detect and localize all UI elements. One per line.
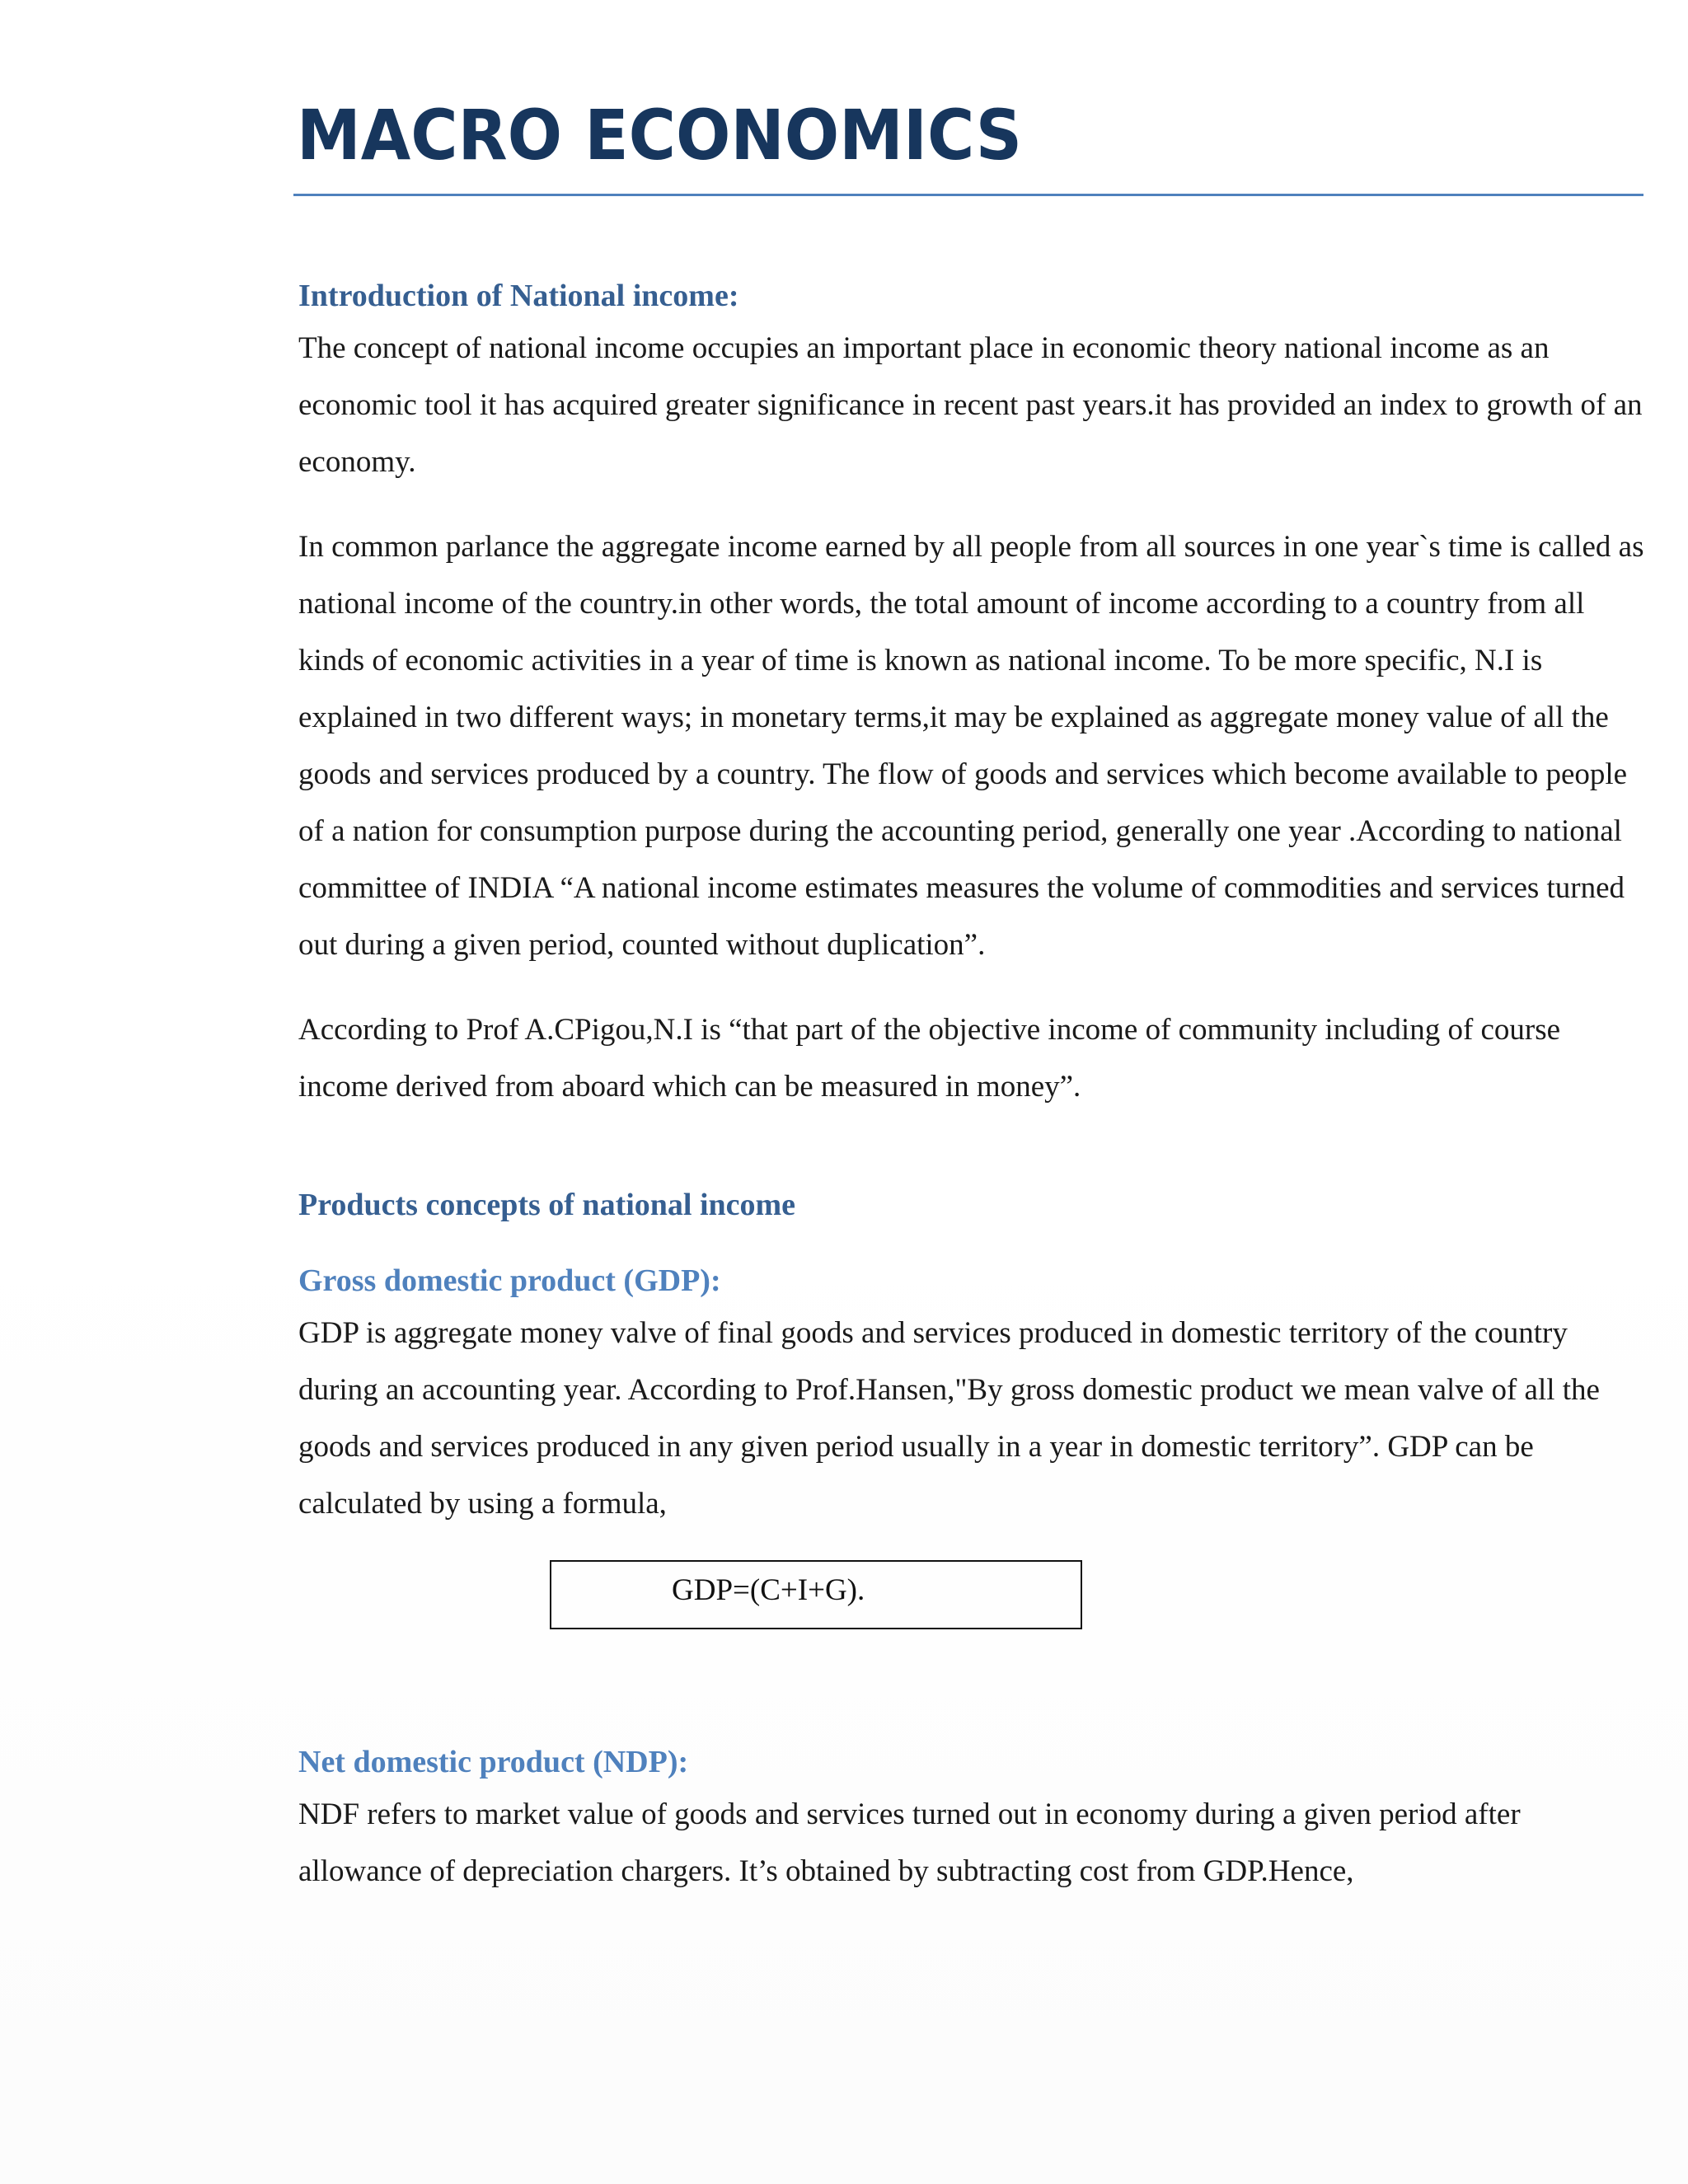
- intro-paragraph-2: In common parlance the aggregate income earned by all people from all sources in one year`s time is called as national income of the country.in other words, the total amount of income according to a country from all kinds of economic activities in a year of time is known as national income. To be more specific, N.I is explained in two different ways; in monetary terms,it may be explained as aggregate money value of all the goods and services produced by a country. The flow of goods and services which become available to people of a nation for consumption purpose during the accounting period, generally one year .According to national committee of INDIA “A national income estimates measures the volume of commodities and services turned out during a given period, counted without duplication”.: [298, 530, 1644, 962]
- intro-paragraph-1: The concept of national income occupies an important place in economic theory national income as an economic tool it has acquired greater significance in recent past years.it has provided an index to growth of an economy.: [298, 331, 1643, 479]
- gdp-formula-box: [550, 1560, 1082, 1629]
- document-body: [298, 272, 1650, 1900]
- intro-heading: Introduction of National income:: [298, 279, 739, 313]
- spacer: [298, 1229, 1650, 1257]
- products-heading: Products concepts of national income: [298, 1188, 796, 1222]
- spacer: [298, 1649, 1650, 1738]
- page-title: MACRO ECONOMICS: [297, 95, 1023, 176]
- gdp-paragraph: GDP is aggregate money valve of final goods and services produced in domestic territory of the country during an accounting year. According to Prof.Hansen,"By gross domestic product we mean valve of all the goods and services produced in any given period usually in a year in domestic territory”. GDP can be calculated by using a formula,: [298, 1316, 1600, 1521]
- spacer: [298, 490, 1650, 518]
- spacer: [298, 1115, 1650, 1181]
- title-underline: [293, 194, 1643, 196]
- ndp-paragraph: NDF refers to market value of goods and services turned out in economy during a given period after allowance of depreciation chargers. It’s obtained by subtracting cost from GDP.Hence,: [298, 1797, 1521, 1888]
- intro-paragraph-3: According to Prof A.CPigou,N.I is “that part of the objective income of community including of course income derived from aboard which can be measured in money”.: [298, 1013, 1561, 1104]
- spacer: [298, 973, 1650, 1001]
- gdp-formula: GDP=(C+I+G).: [672, 1573, 865, 1607]
- gdp-heading: Gross domestic product (GDP):: [298, 1263, 721, 1298]
- gdp-formula-area: [298, 1532, 1650, 1649]
- ndp-heading: Net domestic product (NDP):: [298, 1745, 689, 1779]
